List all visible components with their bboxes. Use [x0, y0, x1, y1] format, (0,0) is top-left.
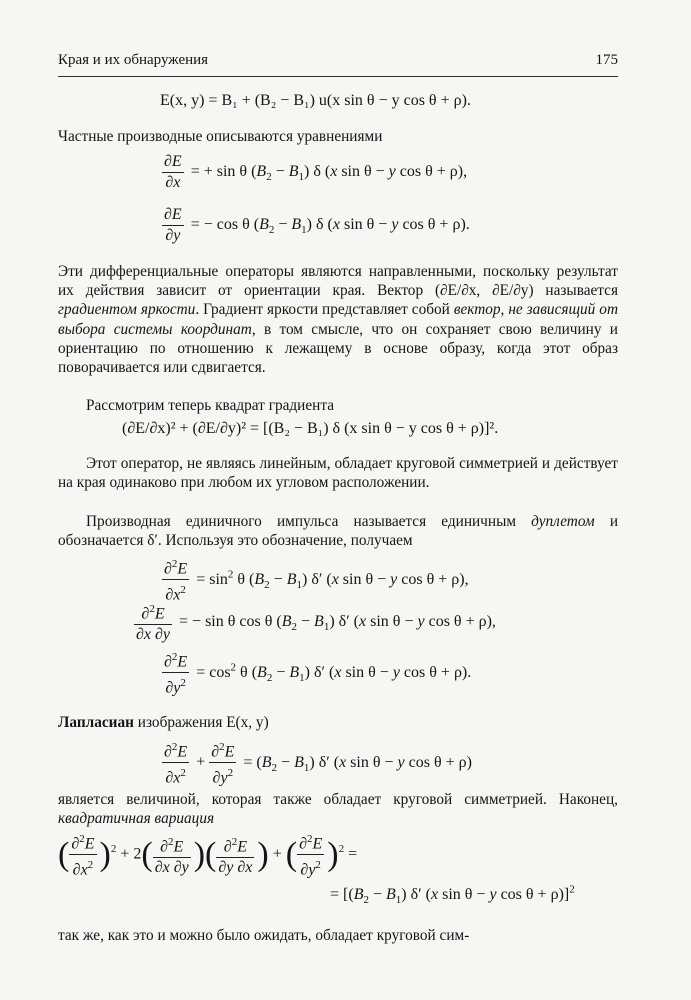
text-partials-intro: Частные производные описываются уравнениями — [58, 128, 383, 145]
header-rule — [58, 76, 618, 77]
running-header — [58, 52, 618, 74]
page-number: 175 — [595, 52, 618, 68]
equation-quadratic-variation-lhs: ( $\frac{\partial^2E}{\partial x^2}$ )$^2$ + 2( $\frac{\partial^2E}{\partial x \partial y}$ )( $\frac{\partial^2E}{\partial y \partial x}$ ) + ( $\frac{\partial^2E}{\partial y^2}$ )$^2$ = — [58, 830, 357, 880]
paragraph-circular-symmetry: Этот оператор, не являясь линейным, обладает круговой симметрией и действует на края одинаково при любом их угловом расположении. — [58, 455, 618, 492]
paragraph-laplacian-symmetry: является величиной, которая также обладает круговой симметрией. Наконец, квадратичная вариация — [58, 791, 618, 828]
text-laplacian-intro: Лапласиан изображения E(x, y) — [58, 714, 269, 731]
header-title: Края и их обнаружения — [58, 52, 209, 68]
equation-edge-model: E(x, y) = B₁ + (B₂ − B₁) u(x sin θ − y cos θ + ρ). — [160, 92, 471, 109]
equation-second-xx: $\frac{\partial^2E}{\partial x^2}$ = $\sin^2 \theta$ $(B_2 - B_1)$ δ′ (x sin θ − y cos θ + ρ), — [162, 555, 469, 605]
equation-partial-y: $\frac{\partial E}{\partial y}$ = − cos θ $(B_2 - B_1)$ δ (x sin θ − y cos θ + ρ). — [164, 206, 470, 244]
paragraph-doublet: Производная единичного импульса называется единичным дуплетом и обозначается δ′. Используя это обозначение, получаем — [58, 513, 619, 550]
paragraph-closing: так же, как это и можно было ожидать, обладает круговой сим- — [58, 927, 470, 944]
equation-partial-x: $\frac{\partial E}{\partial x}$ = + sin θ $(B_2 - B_1)$ δ (x sin θ − y cos θ + ρ), — [164, 153, 468, 191]
paragraph-gradient: Эти дифференциальные операторы являются направленными, поскольку результат их действия зависит от ориентации края. Вектор (∂E/∂x, ∂E/∂y) называется градиентом яркости. Градиент яркости представляет собой вектор, не зависящий от выбора системы координат, в том смысле, что он сохраняет свою величину и ориентацию по отношению к лежащему в основе образу, когда этот образ поворачивается или сдвигается. — [58, 263, 618, 377]
equation-second-yy: $\frac{\partial^2E}{\partial y^2}$ = $\cos^2 \theta$ $(B_2 - B_1)$ δ′ (x sin θ − y cos θ + ρ). — [162, 648, 471, 698]
fraction-dE-dx: $\frac{\partial E}{\partial x}$ — [164, 153, 182, 191]
fraction-dE-dy: $\frac{\partial E}{\partial y}$ — [164, 206, 182, 244]
equation-quadratic-variation-rhs: = [$(B_2 - B_1)$ δ′ (x sin θ − y cos θ + ρ)]$^2$ — [330, 884, 575, 907]
equation-gradient-square: (∂E/∂x)² + (∂E/∂y)² = [(B₂ − B₁) δ (x sin θ − y cos θ + ρ)]². — [122, 420, 499, 437]
text-square-intro: Рассмотрим теперь квадрат градиента — [86, 397, 335, 414]
equation-second-xy: $\frac{\partial^2E}{\partial x \partial y}$ = − sin θ cos θ $(B_2 - B_1)$ δ′ (x sin θ − y cos θ + ρ), — [134, 600, 496, 644]
equation-laplacian: $\frac{\partial^2E}{\partial x^2}$ + $\frac{\partial^2E}{\partial y^2}$ = $(B_2 - B_1)$ δ′ (x sin θ − y cos θ + ρ) — [162, 738, 472, 788]
